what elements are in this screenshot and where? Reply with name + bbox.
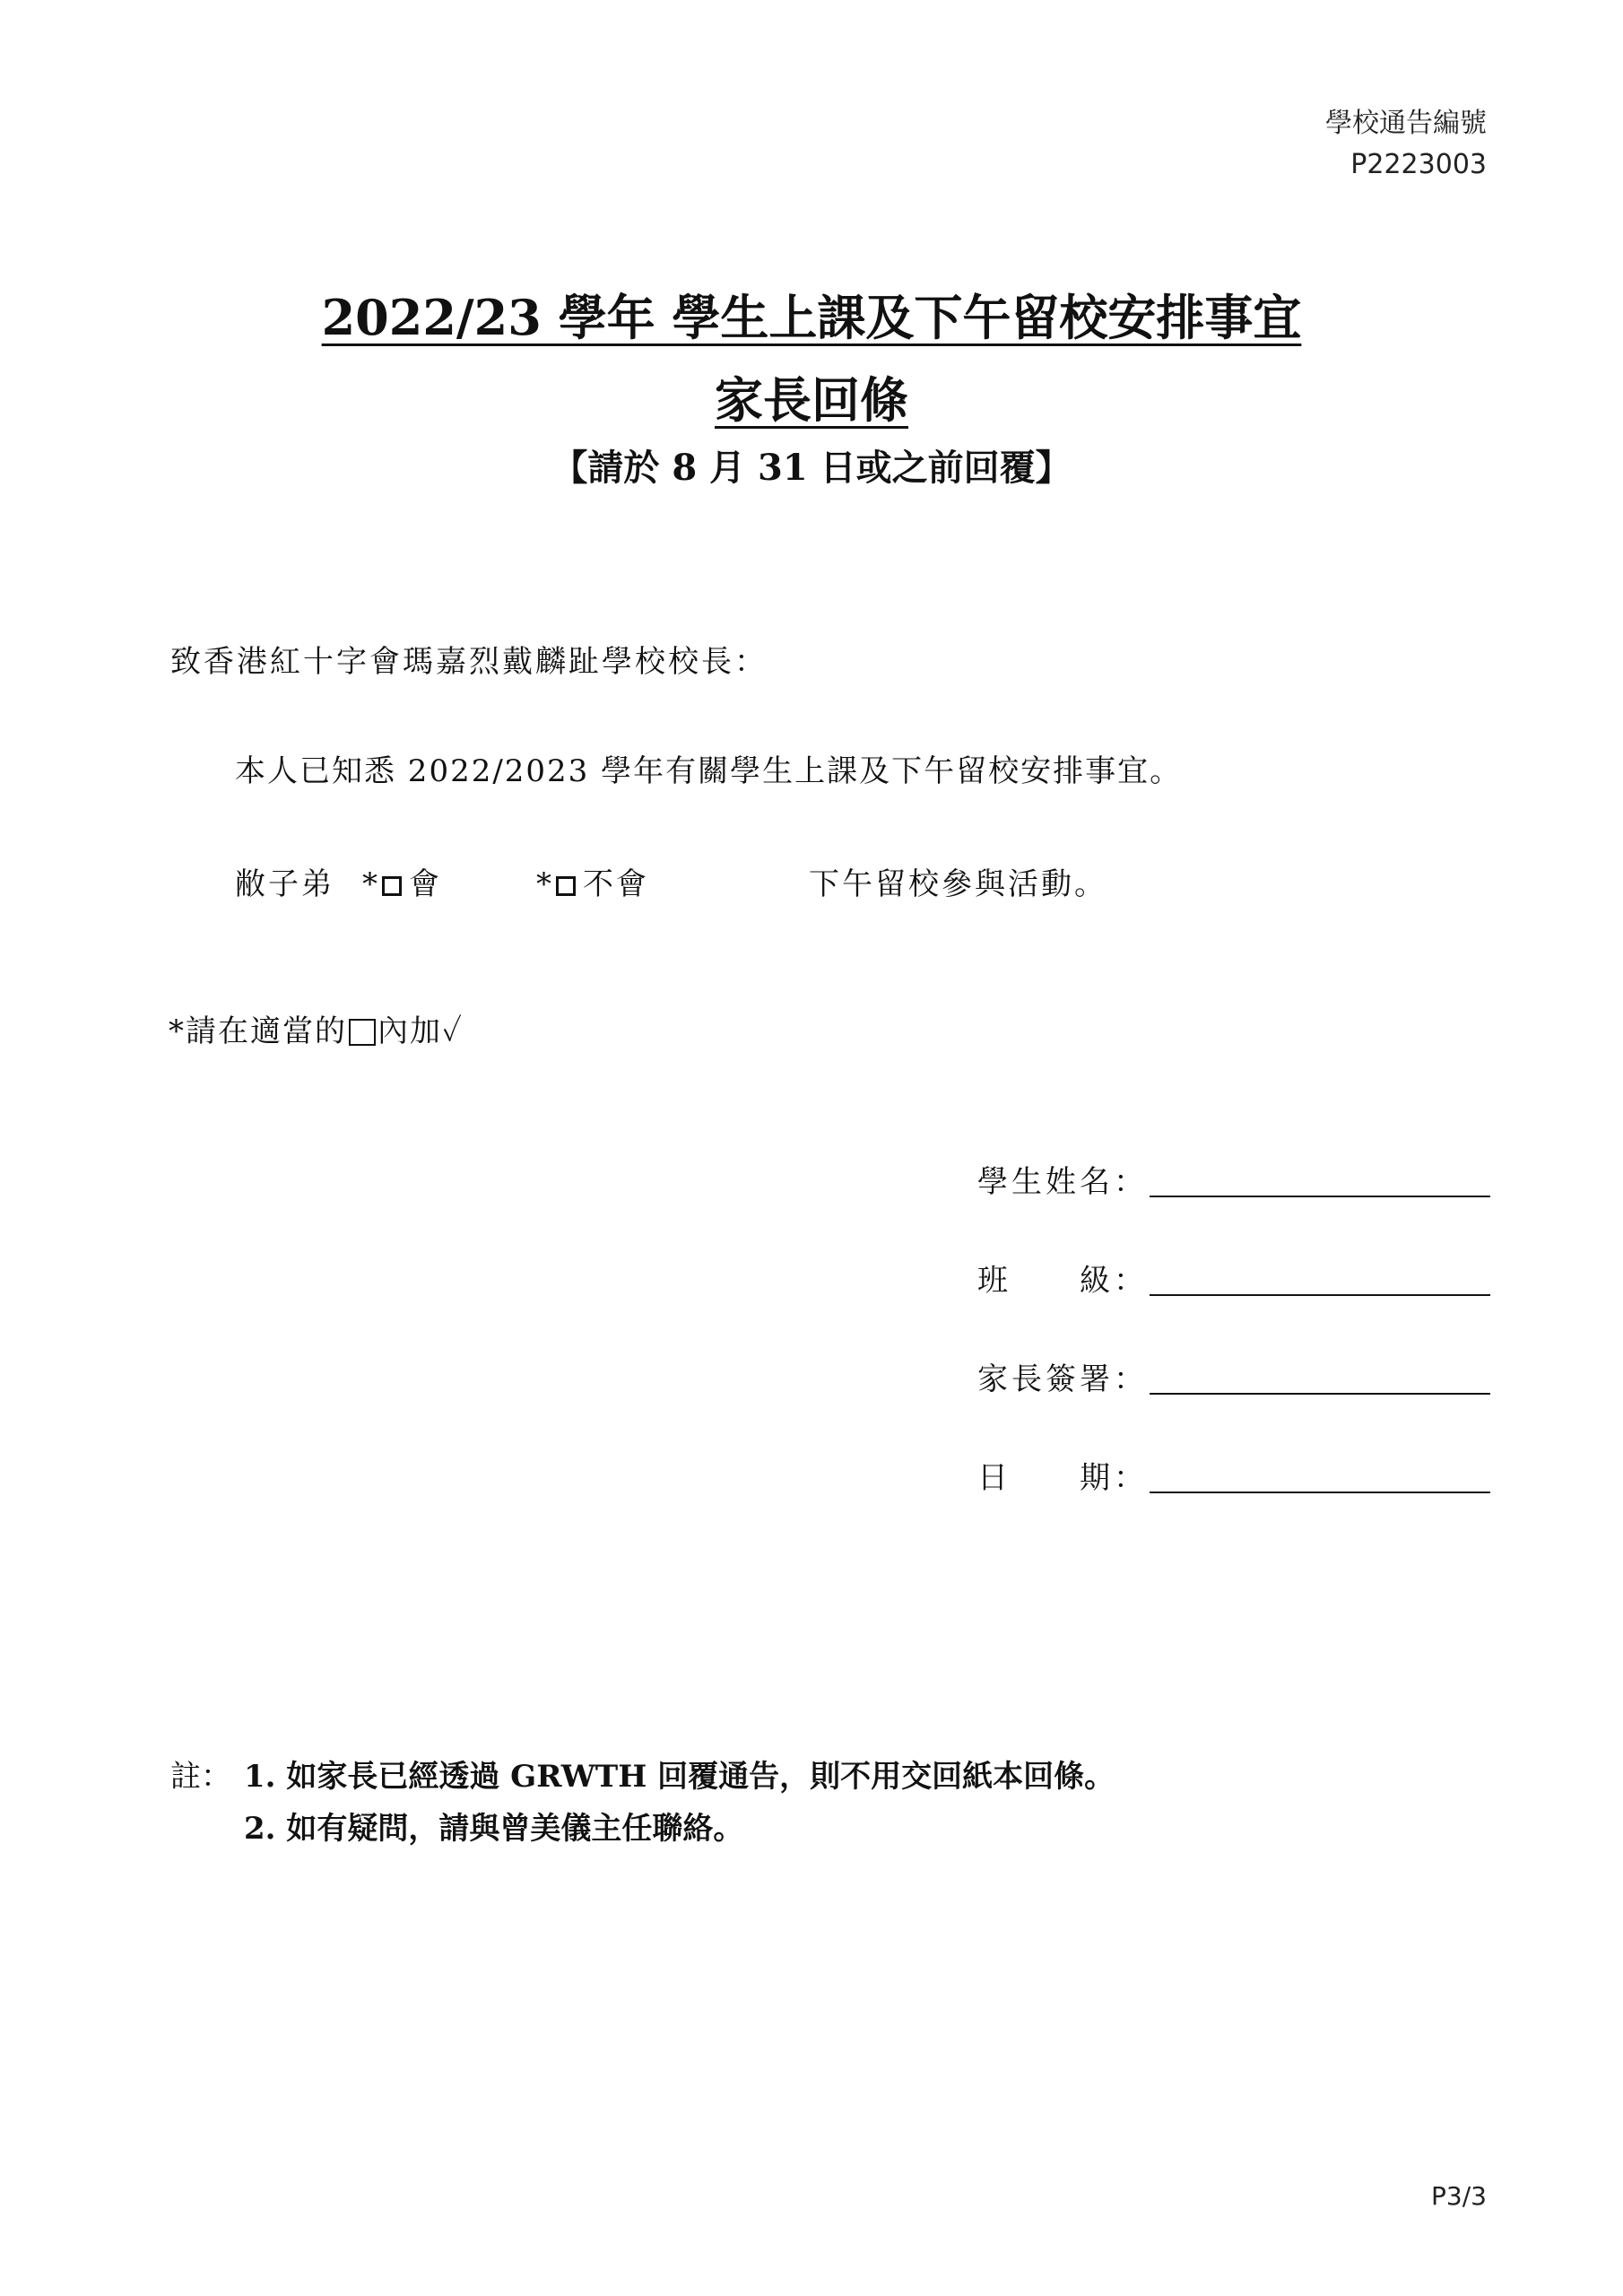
page-number: P3/3 xyxy=(1431,2181,1487,2211)
note-1-row xyxy=(170,1751,1115,1803)
option-no-star: * xyxy=(536,866,554,902)
statement: 本人已知悉 2022/2023 學年有關學生上課及下午留校安排事宜。 xyxy=(235,753,1183,789)
option-yes[interactable] xyxy=(362,859,442,903)
option-prefix: 敝子弟 xyxy=(235,866,334,902)
instruction-before: *請在適當的 xyxy=(169,1013,347,1049)
parent-signature-field[interactable] xyxy=(1150,1393,1490,1395)
notes-header: 註： xyxy=(170,1759,231,1795)
option-yes-star: * xyxy=(362,866,380,902)
student-name-field[interactable] xyxy=(1150,1196,1490,1197)
option-yes-checkbox[interactable] xyxy=(382,876,402,896)
reply-slip-title xyxy=(0,362,1623,431)
parent-signature-label: 家長簽署： xyxy=(977,1361,1148,1397)
class-label: 班 級： xyxy=(977,1263,1148,1299)
class-field[interactable] xyxy=(1150,1294,1490,1296)
reply-deadline: 【請於 8 月 31 日或之前回覆】 xyxy=(551,447,1072,489)
reply-slip-title-text: 家長回條 xyxy=(715,371,908,429)
option-no-label: 不會 xyxy=(583,866,649,902)
instruction xyxy=(169,1006,464,1050)
option-suffix: 下午留校參與活動。 xyxy=(809,866,1107,902)
option-no-checkbox[interactable] xyxy=(556,876,576,896)
date-label: 日 期： xyxy=(977,1460,1148,1496)
date-field[interactable] xyxy=(1150,1492,1490,1493)
document-title-text: 2022/23 學年 學生上課及下午留校安排事宜 xyxy=(321,289,1302,346)
note-1: 1. 如家長已經透過 GRWTH 回覆通告，則不用交回紙本回條。 xyxy=(244,1759,1115,1795)
option-no[interactable] xyxy=(536,859,649,903)
student-name-label: 學生姓名： xyxy=(977,1164,1148,1200)
addressee: 致香港紅十字會瑪嘉烈戴麟趾學校校長： xyxy=(170,644,768,680)
notice-number: P2223003 xyxy=(1350,149,1487,180)
notes xyxy=(170,1751,1115,1855)
note-2: 2. 如有疑問，請與曾美儀主任聯絡。 xyxy=(244,1811,744,1847)
document-title xyxy=(0,280,1623,349)
instruction-box-icon xyxy=(349,1019,376,1046)
option-yes-label: 會 xyxy=(409,866,442,902)
notice-number-label: 學校通告編號 xyxy=(1325,108,1487,139)
instruction-after: 內加✓ xyxy=(378,1013,464,1049)
